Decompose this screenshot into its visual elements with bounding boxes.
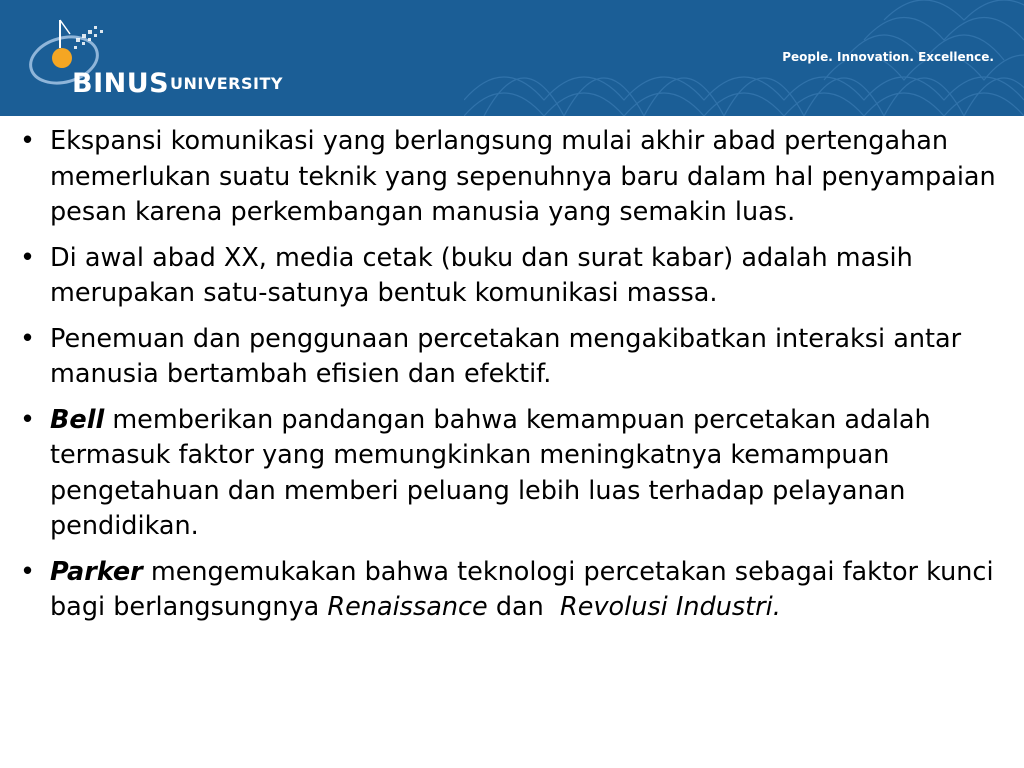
bullet-item bbox=[18, 241, 1018, 312]
bullet-item bbox=[18, 124, 1018, 231]
bullet-text: Penemuan dan penggunaan percetakan mengakibatkan interaksi antar manusia bertambah efisien dan efektif. bbox=[50, 323, 962, 389]
slide-body bbox=[18, 124, 1018, 636]
bullet-item bbox=[18, 555, 1018, 626]
author-name-bell: Bell bbox=[50, 404, 105, 435]
bullet-icon: • bbox=[20, 126, 36, 156]
bullet-text: mengemukakan bahwa teknologi percetakan sebagai faktor kunci bagi berlangsungnya bbox=[50, 556, 994, 622]
bullet-text: Ekspansi komunikasi yang berlangsung mulai akhir abad pertengahan memerlukan suatu teknik yang sepenuhnya baru dalam hal penyampaian pesan karena perkembangan manusia yang semakin luas. bbox=[50, 126, 996, 227]
logo-brand-text: BINUS bbox=[72, 68, 170, 99]
slide-header bbox=[0, 0, 1024, 116]
bullet-icon: • bbox=[20, 323, 36, 354]
bullet-text-middle: dan bbox=[487, 592, 561, 622]
bullet-item bbox=[18, 403, 1018, 545]
bullet-item bbox=[18, 322, 1018, 393]
binus-logo bbox=[24, 18, 294, 108]
tagline: People. Innovation. Excellence. bbox=[782, 50, 994, 64]
term-renaissance: Renaissance bbox=[327, 592, 488, 622]
bullet-text: Di awal abad XX, media cetak (buku dan surat kabar) adalah masih merupakan satu-satunya bentuk komunikasi massa. bbox=[50, 242, 913, 308]
bullet-icon: • bbox=[20, 556, 36, 587]
term-revolusi-industri: Revolusi Industri. bbox=[560, 592, 781, 622]
bullet-text: memberikan pandangan bahwa kemampuan percetakan adalah termasuk faktor yang memungkinkan meningkatnya kemampuan pengetahuan dan memberi peluang lebih luas terhadap pelayanan pendidikan. bbox=[50, 404, 931, 541]
author-name-parker: Parker bbox=[50, 556, 143, 587]
logo-university-text: UNIVERSITY bbox=[170, 74, 283, 93]
bullet-icon: • bbox=[20, 242, 36, 273]
bullet-icon: • bbox=[20, 404, 36, 435]
bullet-list bbox=[18, 124, 1018, 626]
